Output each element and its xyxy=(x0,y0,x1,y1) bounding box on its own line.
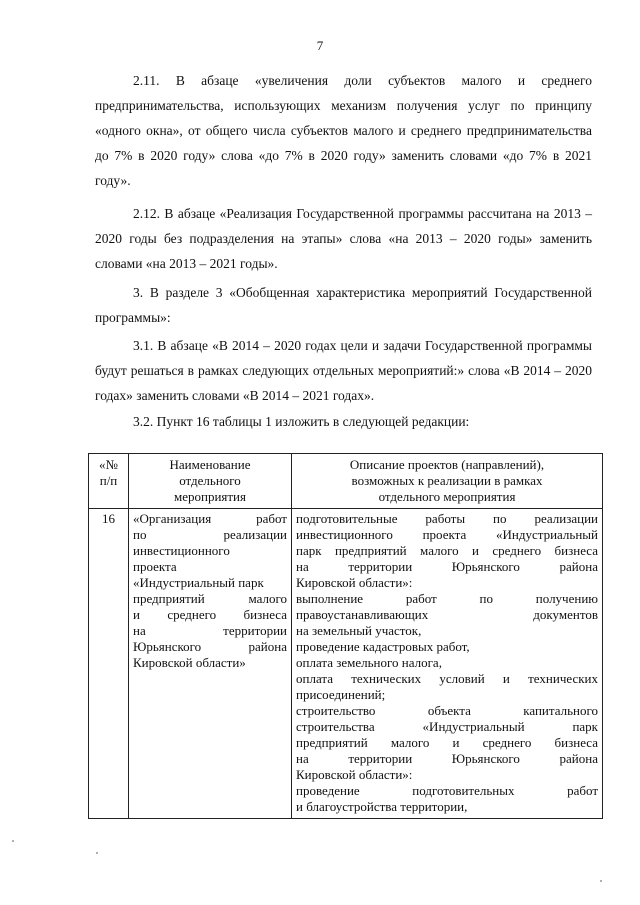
row-name-line: «Индустриальный парк xyxy=(133,575,264,590)
row-description-line: предприятий малого и среднего бизнеса xyxy=(296,735,598,750)
paragraph-3-2: 3.2. Пункт 16 таблицы 1 изложить в следующей редакции: xyxy=(133,414,470,429)
row-description xyxy=(292,509,603,819)
page-number: 7 xyxy=(316,38,324,53)
row-description-line: и благоустройства территории, xyxy=(296,799,468,814)
paragraph-2-11: 2.11. В абзаце «увеличения доли субъектов малого и среднего предпринимательства, использующих механизм получения услуг по принципу «одного окна», от общего числа субъектов малого и среднего предпринимательства до 7% в 2020 году» слова «до 7% в 2020 году» заменить словами «до 7% в 2021 году». xyxy=(95,73,592,188)
row-name xyxy=(129,509,292,819)
row-name-line: Кировской области» xyxy=(133,655,246,670)
header-number-line: «№ xyxy=(99,457,118,472)
row-name-line: Юрьянского района xyxy=(133,639,287,654)
scan-artifact xyxy=(12,840,14,842)
header-description-line: Описание проектов (направлений), xyxy=(349,457,545,472)
row-description-line: на территории Юрьянского района xyxy=(296,751,598,766)
row-description-line: строительство объекта капитального xyxy=(296,703,598,718)
table-row xyxy=(89,509,603,819)
header-name-line: Наименование xyxy=(169,457,251,472)
header-name-line: мероприятия xyxy=(173,489,246,504)
row-description-line: строительства «Индустриальный парк xyxy=(296,719,598,734)
row-name-line: на территории xyxy=(133,623,287,638)
header-number-line: п/п xyxy=(99,473,118,488)
header-description xyxy=(292,454,603,509)
paragraph-3-1: 3.1. В абзаце «В 2014 – 2020 годах цели и задачи Государственной программы будут решаться в рамках следующих отдельных мероприятий:» слова «В 2014 – 2020 годах» заменить словами «В 2014 – 2021 годах». xyxy=(95,338,592,403)
measures-table xyxy=(88,453,603,819)
scan-artifact xyxy=(96,852,98,854)
row-description-line: Кировской области»: xyxy=(296,767,413,782)
row-name-line: и среднего бизнеса xyxy=(133,607,287,622)
table-header-row xyxy=(89,454,603,509)
row-description-line: на территории Юрьянского района xyxy=(296,559,598,574)
row-description-line: выполнение работ по получению xyxy=(296,591,598,606)
header-description-line: отдельного мероприятия xyxy=(378,489,516,504)
row-description-line: оплата технических условий и технических xyxy=(296,671,598,686)
row-name-line: инвестиционного xyxy=(133,543,230,558)
row-description-line: проведение подготовительных работ xyxy=(296,783,598,798)
row-number: 16 xyxy=(89,509,129,819)
scan-artifact xyxy=(600,880,602,882)
row-description-line: подготовительные работы по реализации xyxy=(296,511,598,526)
row-description-line: Кировской области»: xyxy=(296,575,413,590)
row-name-line: проекта xyxy=(133,559,177,574)
paragraph-2-12: 2.12. В абзаце «Реализация Государственной программы рассчитана на 2013 – 2020 годы без подразделения на этапы» слова «на 2013 – 2020 годы» заменить словами «на 2013 – 2021 годы». xyxy=(95,206,592,271)
header-number xyxy=(89,454,129,509)
row-name-line: «Организация работ xyxy=(133,511,287,526)
row-name-line: предприятий малого xyxy=(133,591,287,606)
header-name-line: отдельного xyxy=(179,473,241,488)
row-description-line: на земельный участок, xyxy=(296,623,422,638)
row-description-line: проведение кадастровых работ, xyxy=(296,639,470,654)
row-name-line: по реализации xyxy=(133,527,287,542)
paragraph-3: 3. В разделе 3 «Обобщенная характеристика мероприятий Государственной программы»: xyxy=(95,285,592,325)
row-description-line: парк предприятий малого и среднего бизнеса xyxy=(296,543,598,558)
row-description-line: оплата земельного налога, xyxy=(296,655,442,670)
row-description-line: правоустанавливающих документов xyxy=(296,607,598,622)
row-description-line: присоединений; xyxy=(296,687,386,702)
header-name xyxy=(129,454,292,509)
header-description-line: возможных к реализации в рамках xyxy=(351,473,543,488)
row-description-line: инвестиционного проекта «Индустриальный xyxy=(296,527,598,542)
